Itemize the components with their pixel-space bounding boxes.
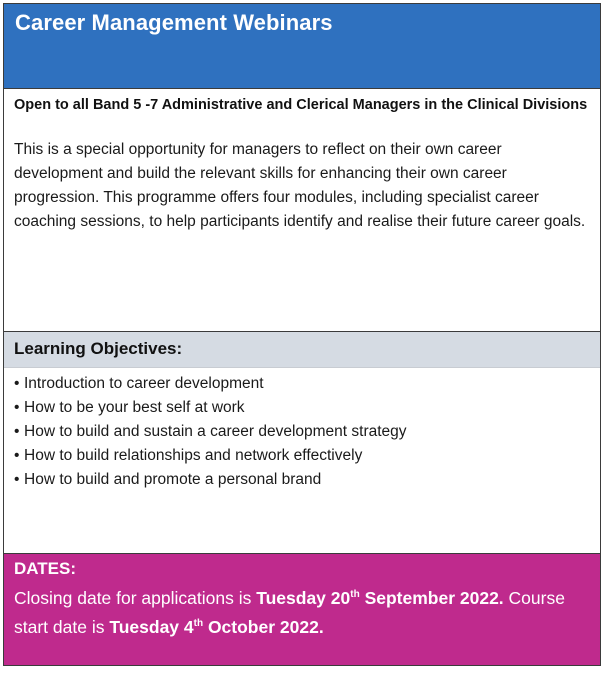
bullet-icon: • — [14, 471, 20, 488]
list-item — [14, 396, 590, 420]
objective-text: How to build and sustain a career development strategy — [24, 423, 407, 440]
bullet-icon: • — [14, 399, 20, 416]
start-date-rest: October 2022. — [203, 617, 324, 637]
objective-text: Introduction to career development — [24, 375, 264, 392]
objective-text: How to be your best self at work — [24, 399, 245, 416]
bullet-icon: • — [14, 423, 20, 440]
closing-date-rest: September 2022. — [359, 588, 504, 608]
start-date-suffix: th — [193, 618, 204, 630]
objective-text: How to build and promote a personal brand — [24, 471, 322, 488]
start-date-day: Tuesday 4 — [109, 617, 194, 637]
dates-text — [14, 584, 590, 642]
eligibility-heading: Open to all Band 5 -7 Administrative and Clerical Managers in the Clinical Divisions — [14, 97, 588, 113]
closing-date-suffix: th — [350, 589, 360, 601]
intro-paragraph: This is a special opportunity for managers to reflect on their own career development and build the relevant skills for enhancing their own career progression. This programme offers four modules, including specialist career coaching sessions, to help participants identify and realise their future career goals. — [14, 141, 586, 230]
page-title: Career Management Webinars — [15, 10, 333, 35]
webinar-flyer — [3, 3, 601, 666]
objectives-title: Learning Objectives: — [14, 339, 183, 358]
closing-date-prefix: Closing date for applications is — [14, 588, 257, 608]
dates-section — [4, 554, 600, 665]
objective-text: How to build relationships and network effectively — [24, 447, 363, 464]
start-date-prefix: Course start date is — [14, 588, 565, 637]
header-banner — [4, 4, 600, 89]
dates-title: DATES: — [14, 559, 77, 578]
list-item — [14, 420, 590, 444]
objectives-list — [4, 368, 600, 554]
list-item — [14, 372, 590, 396]
objectives-header — [4, 332, 600, 368]
list-item — [14, 468, 590, 492]
intro-section — [4, 89, 600, 332]
bullet-icon: • — [14, 375, 20, 392]
bullet-icon: • — [14, 447, 20, 464]
closing-date-day: Tuesday 20 — [256, 588, 351, 608]
list-item — [14, 444, 590, 468]
